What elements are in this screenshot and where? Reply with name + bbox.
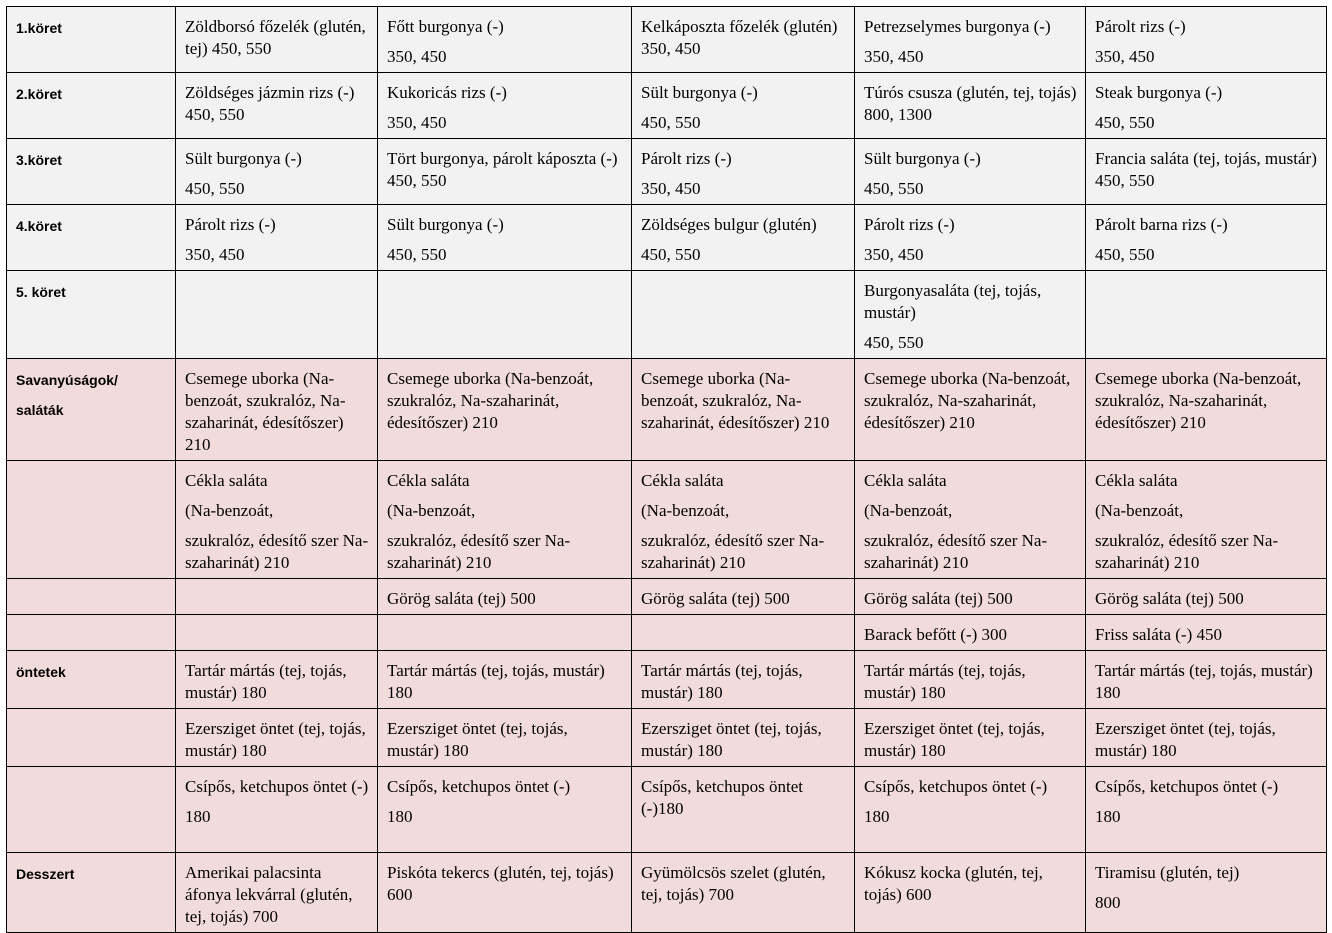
menu-cell [1086, 579, 1327, 615]
menu-item-text: szukralóz, édesítő szer Na-szaharinát) 210 [387, 531, 571, 572]
menu-item-text: Kókusz kocka (glutén, tej, tojás) 600 [864, 863, 1043, 904]
table-row [7, 579, 1327, 615]
table-row [7, 359, 1327, 461]
menu-cell [632, 767, 855, 853]
menu-item-text: 450, 550 [1095, 113, 1155, 132]
row-label: Savanyúságok/ saláták [7, 359, 176, 461]
menu-cell [378, 139, 632, 205]
menu-cell [378, 767, 632, 853]
menu-cell [632, 205, 855, 271]
menu-item-text: Petrezselymes burgonya (-) [864, 17, 1051, 36]
menu-item-text: 800 [1095, 893, 1121, 912]
menu-item-text: Barack befőtt (-) 300 [864, 625, 1008, 644]
menu-item-text: Sült burgonya (-) [641, 83, 758, 102]
menu-item-text: Amerikai palacsinta áfonya lekvárral (glutén, tej, tojás) 700 [185, 863, 353, 926]
menu-item-text: Tartár mártás (tej, tojás, mustár) 180 [1095, 661, 1313, 702]
menu-cell [176, 615, 378, 651]
menu-cell [1086, 461, 1327, 579]
menu-item-text: Párolt rizs (-) [1095, 17, 1186, 36]
row-label: 5. köret [7, 271, 176, 359]
menu-cell [378, 579, 632, 615]
menu-item-text: Párolt rizs (-) [641, 149, 732, 168]
menu-cell [1086, 139, 1327, 205]
menu-item-text: 180 [387, 807, 413, 826]
table-row [7, 271, 1327, 359]
menu-item-text: Csemege uborka (Na-benzoát, szukralóz, Na-szaharinát, édesítőszer) 210 [1095, 369, 1302, 432]
menu-item-text: Tartár mártás (tej, tojás, mustár) 180 [387, 661, 605, 702]
menu-item-text: Steak burgonya (-) [1095, 83, 1223, 102]
row-label [7, 767, 176, 853]
menu-item-text: Ezersziget öntet (tej, tojás, mustár) 180 [387, 719, 568, 760]
row-label: 1.köret [7, 7, 176, 73]
menu-item-text: Csemege uborka (Na-benzoát, szukralóz, Na-szaharinát, édesítőszer) 210 [864, 369, 1071, 432]
table-row [7, 853, 1327, 933]
menu-cell [1086, 271, 1327, 359]
menu-item-text: Francia saláta (tej, tojás, mustár) 450, 550 [1095, 149, 1317, 190]
menu-item-text: Párolt barna rizs (-) [1095, 215, 1228, 234]
menu-cell [855, 7, 1086, 73]
menu-item-text: Piskóta tekercs (glutén, tej, tojás) 600 [387, 863, 614, 904]
menu-cell [632, 271, 855, 359]
menu-cell [855, 853, 1086, 933]
menu-item-text: Csemege uborka (Na-benzoát, szukralóz, Na-szaharinát, édesítőszer) 210 [185, 369, 346, 454]
menu-item-text: Tiramisu (glutén, tej) [1095, 863, 1240, 882]
menu-cell [1086, 615, 1327, 651]
menu-item-text: Cékla saláta [185, 471, 268, 490]
menu-item-text: 350, 450 [864, 245, 924, 264]
menu-item-text: Tört burgonya, párolt káposzta (-) 450, 550 [387, 149, 618, 190]
menu-item-text: Csemege uborka (Na-benzoát, szukralóz, Na-szaharinát, édesítőszer) 210 [641, 369, 830, 432]
menu-cell [176, 7, 378, 73]
row-label: 3.köret [7, 139, 176, 205]
row-label [7, 709, 176, 767]
menu-item-text: Cékla saláta [864, 471, 947, 490]
menu-cell [855, 461, 1086, 579]
menu-item-text: 350, 450 [864, 47, 924, 66]
menu-cell [632, 139, 855, 205]
table-row [7, 767, 1327, 853]
menu-item-text: 180 [1095, 807, 1121, 826]
menu-cell [176, 139, 378, 205]
menu-item-text: 450, 550 [864, 179, 924, 198]
menu-item-text: Görög saláta (tej) 500 [641, 589, 790, 608]
menu-cell [378, 205, 632, 271]
menu-item-text: Zöldséges jázmin rizs (-) 450, 550 [185, 83, 355, 124]
menu-item-text: Túrós csusza (glutén, tej, tojás) 800, 1300 [864, 83, 1077, 124]
menu-cell [855, 709, 1086, 767]
menu-item-text: (Na-benzoát, [185, 501, 274, 520]
menu-cell [378, 359, 632, 461]
menu-item-text: (Na-benzoát, [864, 501, 953, 520]
menu-item-text: 450, 550 [641, 245, 701, 264]
menu-item-text: Tartár mártás (tej, tojás, mustár) 180 [864, 661, 1026, 702]
menu-cell [176, 73, 378, 139]
menu-item-text: szukralóz, édesítő szer Na-szaharinát) 210 [641, 531, 825, 572]
menu-item-text: Párolt rizs (-) [864, 215, 955, 234]
menu-cell [1086, 767, 1327, 853]
menu-item-text: 450, 550 [641, 113, 701, 132]
menu-table-body [7, 7, 1327, 933]
menu-item-text: Friss saláta (-) 450 [1095, 625, 1223, 644]
menu-item-text: 350, 450 [185, 245, 245, 264]
menu-item-text: Görög saláta (tej) 500 [864, 589, 1013, 608]
menu-cell [632, 579, 855, 615]
menu-item-text: 180 [185, 807, 211, 826]
menu-cell [378, 271, 632, 359]
menu-cell [1086, 7, 1327, 73]
menu-item-text: (Na-benzoát, [1095, 501, 1184, 520]
menu-item-text: Burgonyasaláta (tej, tojás, mustár) [864, 281, 1042, 322]
menu-item-text: Görög saláta (tej) 500 [1095, 589, 1244, 608]
menu-item-text: 350, 450 [1095, 47, 1155, 66]
menu-cell [855, 139, 1086, 205]
table-row [7, 615, 1327, 651]
table-row [7, 139, 1327, 205]
menu-cell [855, 615, 1086, 651]
menu-item-text: Cékla saláta [641, 471, 724, 490]
table-row [7, 205, 1327, 271]
menu-item-text: Kelkáposzta főzelék (glutén) 350, 450 [641, 17, 838, 58]
table-row [7, 7, 1327, 73]
menu-cell [176, 205, 378, 271]
menu-item-text: szukralóz, édesítő szer Na-szaharinát) 210 [185, 531, 369, 572]
menu-item-text: 180 [864, 807, 890, 826]
menu-item-text: Ezersziget öntet (tej, tojás, mustár) 180 [864, 719, 1045, 760]
menu-cell [1086, 205, 1327, 271]
menu-cell [632, 73, 855, 139]
menu-cell [378, 853, 632, 933]
menu-cell [378, 709, 632, 767]
menu-cell [1086, 359, 1327, 461]
menu-item-text: (Na-benzoát, [641, 501, 730, 520]
menu-item-text: 450, 550 [185, 179, 245, 198]
menu-item-text: Csípős, ketchupos öntet (-) [864, 777, 1048, 796]
menu-item-text: szukralóz, édesítő szer Na-szaharinát) 210 [864, 531, 1048, 572]
menu-cell [378, 461, 632, 579]
menu-item-text: Sült burgonya (-) [185, 149, 302, 168]
row-label [7, 461, 176, 579]
menu-cell [855, 73, 1086, 139]
menu-cell [378, 615, 632, 651]
menu-cell [1086, 73, 1327, 139]
menu-cell [176, 767, 378, 853]
menu-cell [632, 709, 855, 767]
row-label: 2.köret [7, 73, 176, 139]
menu-cell [855, 359, 1086, 461]
menu-item-text: Csípős, ketchupos öntet (-) [387, 777, 571, 796]
menu-item-text: Sült burgonya (-) [387, 215, 504, 234]
menu-item-text: Csípős, ketchupos öntet (-) [1095, 777, 1279, 796]
menu-cell [632, 461, 855, 579]
menu-cell [632, 359, 855, 461]
menu-item-text: Kukoricás rizs (-) [387, 83, 507, 102]
menu-cell [176, 271, 378, 359]
menu-item-text: Párolt rizs (-) [185, 215, 276, 234]
menu-item-text: Tartár mártás (tej, tojás, mustár) 180 [641, 661, 803, 702]
menu-item-text: szukralóz, édesítő szer Na-szaharinát) 210 [1095, 531, 1279, 572]
menu-item-text: Csípős, ketchupos öntet (-) [185, 777, 369, 796]
menu-cell [855, 767, 1086, 853]
menu-cell [632, 651, 855, 709]
row-label [7, 615, 176, 651]
menu-item-text: Görög saláta (tej) 500 [387, 589, 536, 608]
menu-table [6, 6, 1327, 933]
menu-item-text: Cékla saláta [1095, 471, 1178, 490]
menu-cell [855, 579, 1086, 615]
menu-cell [855, 271, 1086, 359]
menu-cell [378, 73, 632, 139]
row-label: 4.köret [7, 205, 176, 271]
table-row [7, 73, 1327, 139]
menu-cell [1086, 853, 1327, 933]
menu-item-text: 450, 550 [864, 333, 924, 352]
menu-item-text: Sült burgonya (-) [864, 149, 981, 168]
menu-item-text: 450, 550 [1095, 245, 1155, 264]
menu-cell [378, 7, 632, 73]
menu-item-text: 450, 550 [387, 245, 447, 264]
menu-item-text: 350, 450 [387, 47, 447, 66]
menu-item-text: Csípős, ketchupos öntet (-)180 [641, 777, 803, 818]
menu-item-text: Gyümölcsös szelet (glutén, tej, tojás) 700 [641, 863, 826, 904]
menu-item-text: 350, 450 [387, 113, 447, 132]
menu-cell [632, 7, 855, 73]
menu-item-text: Ezersziget öntet (tej, tojás, mustár) 180 [641, 719, 822, 760]
menu-item-text: Cékla saláta [387, 471, 470, 490]
menu-item-text: Zöldborsó főzelék (glutén, tej) 450, 550 [185, 17, 366, 58]
menu-cell [378, 651, 632, 709]
menu-cell [176, 359, 378, 461]
menu-cell [1086, 709, 1327, 767]
menu-item-text: Zöldséges bulgur (glutén) [641, 215, 817, 234]
row-label [7, 579, 176, 615]
menu-item-text: Tartár mártás (tej, tojás, mustár) 180 [185, 661, 347, 702]
menu-item-text: Ezersziget öntet (tej, tojás, mustár) 180 [185, 719, 366, 760]
menu-cell [1086, 651, 1327, 709]
menu-cell [176, 853, 378, 933]
menu-cell [855, 205, 1086, 271]
table-row [7, 651, 1327, 709]
menu-cell [632, 615, 855, 651]
row-label: öntetek [7, 651, 176, 709]
menu-cell [176, 651, 378, 709]
menu-item-text: Ezersziget öntet (tej, tojás, mustár) 180 [1095, 719, 1276, 760]
menu-item-text: Csemege uborka (Na-benzoát, szukralóz, Na-szaharinát, édesítőszer) 210 [387, 369, 594, 432]
menu-item-text: Főtt burgonya (-) [387, 17, 504, 36]
menu-cell [855, 651, 1086, 709]
menu-cell [176, 709, 378, 767]
menu-item-text: (Na-benzoát, [387, 501, 476, 520]
menu-cell [176, 461, 378, 579]
menu-cell [176, 579, 378, 615]
table-row [7, 709, 1327, 767]
row-label: Desszert [7, 853, 176, 933]
menu-cell [632, 853, 855, 933]
table-row [7, 461, 1327, 579]
menu-item-text: 350, 450 [641, 179, 701, 198]
